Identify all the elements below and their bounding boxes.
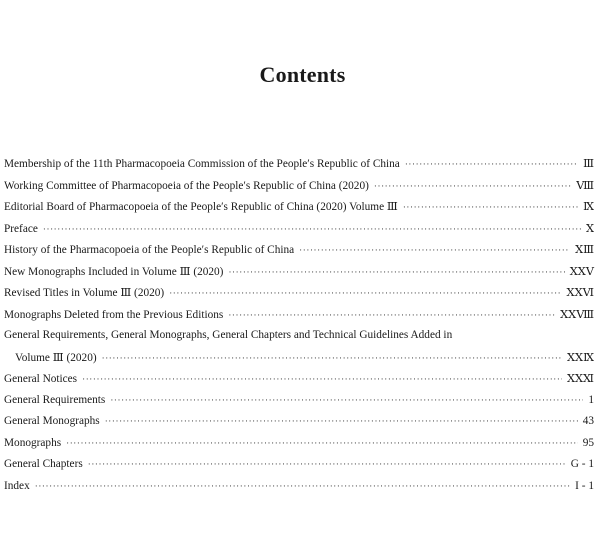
toc-entry-page: 1 <box>588 393 594 406</box>
toc-entry-page: Ⅷ <box>576 179 594 192</box>
toc-entry-page: ⅩⅩⅧ <box>560 308 594 321</box>
toc-entry-page: I - 1 <box>575 479 594 492</box>
toc-entry <box>4 200 594 222</box>
toc-entry-title: Monographs <box>4 436 62 449</box>
toc-entry <box>4 243 594 265</box>
dot-leader <box>299 245 570 255</box>
toc-entry-title: General Notices <box>4 373 78 385</box>
toc-entry-title: Working Committee of Pharmacopoeia of the People′s Republic of China (2020) <box>4 179 369 192</box>
dot-leader <box>35 481 570 491</box>
toc-entry-page: 43 <box>582 415 594 427</box>
page-title: Contents <box>259 62 346 87</box>
toc-entry <box>4 222 594 244</box>
toc-entry-title: General Monographs <box>4 415 100 427</box>
dot-leader <box>43 224 581 234</box>
dot-leader <box>66 438 578 448</box>
dot-leader <box>105 416 578 426</box>
toc-entry-title: Editorial Board of Pharmacopoeia of the People′s Republic of China (2020) Volume Ⅲ <box>4 201 398 213</box>
toc-entry-title: General Requirements <box>4 393 106 406</box>
toc-entry-title: Revised Titles in Volume Ⅲ (2020) <box>4 287 165 299</box>
toc-entry-page: Ⅹ <box>585 222 594 235</box>
toc-entry-page: Ⅲ <box>583 158 594 170</box>
toc-entry-page: ⅩⅩⅥ <box>566 287 594 299</box>
dot-leader <box>169 288 561 298</box>
toc-entry <box>4 458 594 480</box>
dot-leader <box>88 459 566 469</box>
toc-entry-title: Index <box>4 479 30 492</box>
dot-leader <box>102 353 562 363</box>
toc-entry-page: ⅩⅩⅨ <box>567 351 594 364</box>
toc-entry-title: Monographs Deleted from the Previous Editions <box>4 308 224 321</box>
toc-entry <box>4 157 594 179</box>
toc-entry <box>4 437 594 459</box>
toc-entry-title: New Monographs Included in Volume Ⅲ (2020) <box>4 265 224 278</box>
toc-entry-page: Ⅸ <box>583 201 594 213</box>
toc-entry <box>4 415 594 437</box>
dot-leader <box>82 374 562 384</box>
toc-entry <box>4 394 594 416</box>
dot-leader <box>228 267 564 277</box>
toc-entry <box>4 308 594 330</box>
toc-entry-title: Membership of the 11th Pharmacopoeia Commission of the People′s Republic of China <box>4 158 400 170</box>
toc-entry-title: General Chapters <box>4 458 83 470</box>
toc-entry <box>4 179 594 201</box>
toc-entry-title: Preface <box>4 222 38 235</box>
toc-entry-page: ⅩⅢ <box>575 244 594 256</box>
dot-leader <box>228 310 555 320</box>
toc-entry-title: History of the Pharmacopoeia of the People′s Republic of China <box>4 244 295 256</box>
dot-leader <box>110 395 583 405</box>
dot-leader <box>405 159 578 169</box>
toc-entry <box>4 351 594 373</box>
toc-entry-wrapped-line <box>4 329 594 351</box>
toc-entry-page: 95 <box>582 436 594 449</box>
dot-leader <box>403 202 578 212</box>
toc-entry-page: G - 1 <box>570 458 594 470</box>
toc-entry <box>4 480 594 502</box>
toc-entry-title-continued: Volume Ⅲ (2020) <box>15 351 97 364</box>
toc-entry-page: ⅩⅩⅤ <box>569 265 594 278</box>
table-of-contents <box>4 157 594 501</box>
toc-entry-page: ⅩⅩⅪ <box>566 373 594 385</box>
toc-entry <box>4 286 594 308</box>
dot-leader <box>374 181 571 191</box>
toc-entry <box>4 265 594 287</box>
toc-entry <box>4 372 594 394</box>
toc-entry-title: General Requirements, General Monographs, General Chapters and Technical Guidelines Added in <box>4 329 453 341</box>
